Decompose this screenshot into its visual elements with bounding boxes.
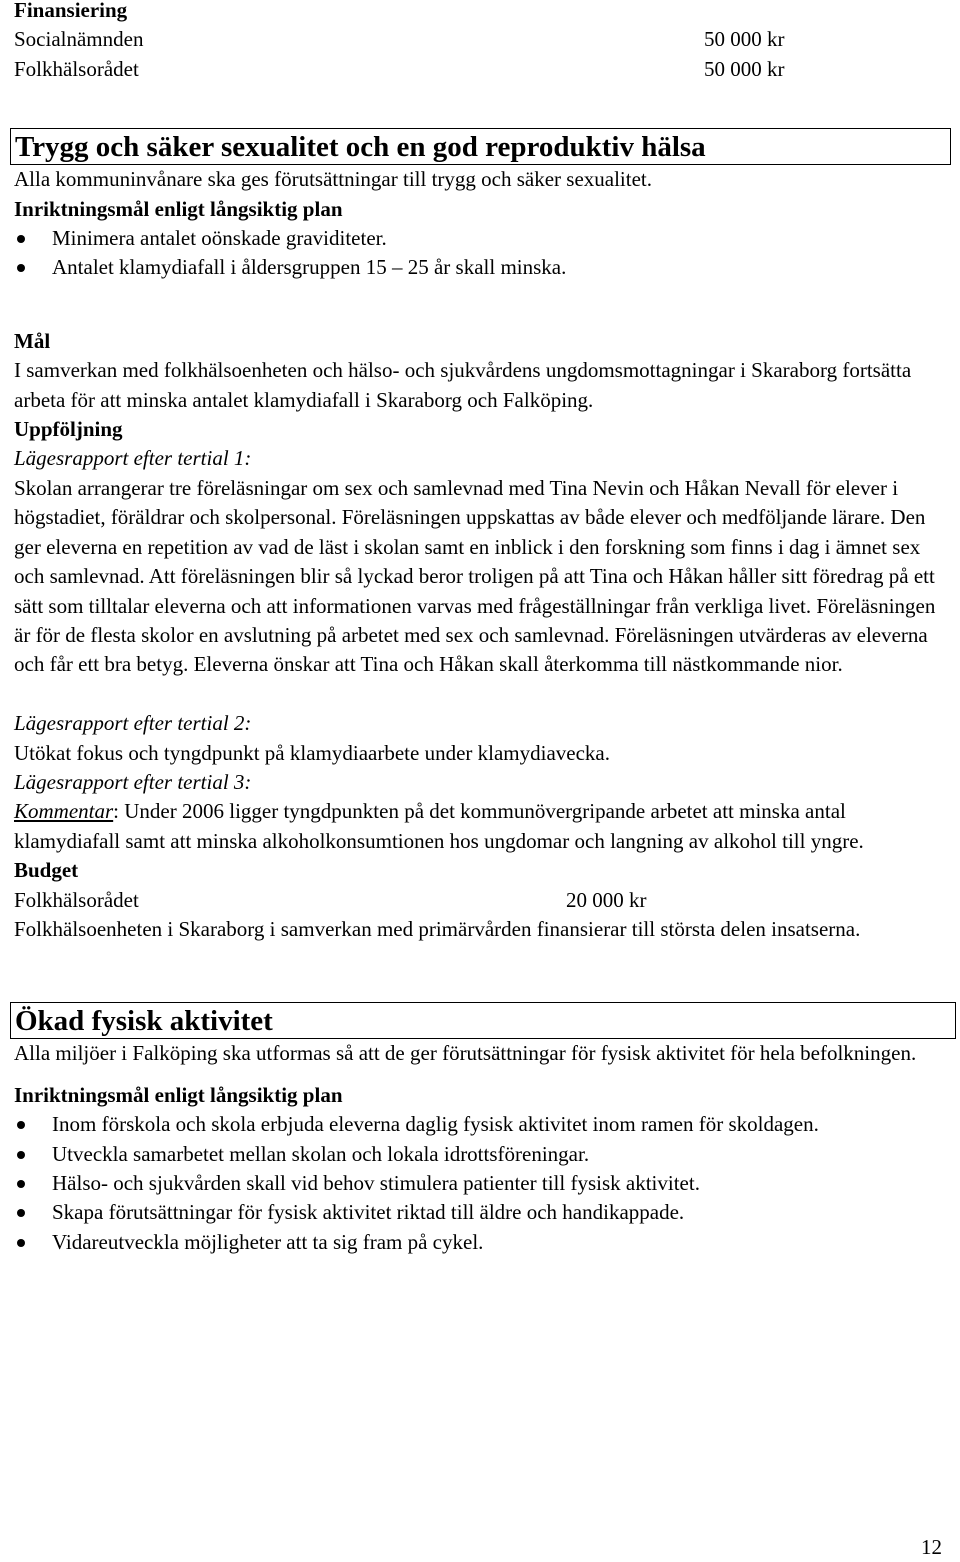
section-intro: Alla miljöer i Falköping ska utformas så att de ger förutsättningar för fysisk aktivitet för hela befolkningen. [14,1041,917,1066]
finansiering-row [14,55,944,84]
tertial2-text: Utökat fokus och tyngdpunkt på klamydiaarbete under klamydiavecka. [14,740,610,765]
budget-heading: Budget [14,858,79,883]
document-page [14,0,944,1257]
list-item: Vidareutveckla möjligheter att ta sig fram på cykel. [14,1228,944,1257]
bullet-icon [17,1151,25,1159]
kommentar-label: Kommentar [14,799,114,824]
finansiering-row [14,25,944,54]
bullet-icon [17,235,25,243]
kommentar-text: : Under 2006 ligger tyngdpunkten på det kommunövergripande arbetet att minska antal klamydiafall samt att minska alkoholkonsumtionen hos ungdomar och langning av alkohol till yngre. [14,799,864,853]
bullet-icon [17,264,25,272]
finansiering-label: Socialnämnden [14,27,144,52]
section-intro: Alla kommuninvånare ska ges förutsättningar till trygg och säker sexualitet. [14,167,652,192]
budget-row [14,886,944,915]
list-item: Minimera antalet oönskade graviditeter. [14,224,944,253]
finansiering-amount: 50 000 kr [704,56,785,81]
list-item: Hälso- och sjukvården skall vid behov stimulera patienter till fysisk aktivitet. [14,1169,944,1198]
list-item: Skapa förutsättningar för fysisk aktivitet riktad till äldre och handikappade. [14,1198,944,1227]
mal-heading: Mål [14,328,51,353]
bullet-icon [17,1180,25,1188]
bullet-list [14,224,944,283]
kommentar-paragraph [14,797,944,856]
tertial3-heading: Lägesrapport efter tertial 3: [14,769,252,794]
tertial1-heading: Lägesrapport efter tertial 1: [14,446,252,471]
list-item: Utveckla samarbetet mellan skolan och lokala idrottsföreningar. [14,1140,944,1169]
bullet-list [14,1110,944,1257]
tertial2-heading: Lägesrapport efter tertial 2: [14,711,252,736]
finansiering-label: Folkhälsorådet [14,56,139,81]
budget-note: Folkhälsoenheten i Skaraborg i samverkan med primärvården finansierar till största delen insatserna. [14,916,861,941]
tertial1-text: Skolan arrangerar tre föreläsningar om sex och samlevnad med Tina Nevin och Håkan Nevall för elever i högstadiet, föräldrar och skolpersonal. Föreläsningen uppskattas av både elever och medföljande lärare. Den ger eleverna en repetition av vad de läst i skolan samt en inblick i den forskning som finns i dag i ämnet sex och samlevnad. Att föreläsningen blir så lyckad beror troligen på att Tina och Håkan håller sitt föredrag på ett sätt som tilltalar eleverna och att informationen varvas med frågeställningar från verkliga livet. Föreläsningen är för de flesta skolor en avslutning på arbetet med sex och samlevnad. Föreläsningen utvärderas av eleverna och får ett bra betyg. Eleverna önskar att Tina och Håkan skall återkomma till nästkommande nior. [14,475,936,677]
finansiering-heading: Finansiering [14,0,128,22]
list-item: Inom förskola och skola erbjuda eleverna daglig fysisk aktivitet inom ramen för skoldagen. [14,1110,944,1139]
finansiering-amount: 50 000 kr [704,27,785,52]
page-number: 12 [921,1534,942,1559]
list-item: Antalet klamydiafall i åldersgruppen 15 – 25 år skall minska. [14,253,944,282]
plan-heading: Inriktningsmål enligt långsiktig plan [14,1082,343,1107]
bullet-icon [17,1239,25,1247]
mal-text: I samverkan med folkhälsoenheten och hälso- och sjukvårdens ungdomsmottagningar i Skaraborg fortsätta arbeta för att minska antalet klamydiafall i Skaraborg och Falköping. [14,358,912,412]
uppfoljning-heading: Uppföljning [14,417,123,442]
bullet-icon [17,1121,25,1129]
plan-heading: Inriktningsmål enligt långsiktig plan [14,196,343,221]
budget-label: Folkhälsorådet [14,887,139,912]
section-title-box: Ökad fysisk aktivitet [10,1002,956,1039]
section-title-box: Trygg och säker sexualitet och en god reproduktiv hälsa [10,128,951,165]
budget-amount: 20 000 kr [566,887,647,912]
bullet-icon [17,1209,25,1217]
